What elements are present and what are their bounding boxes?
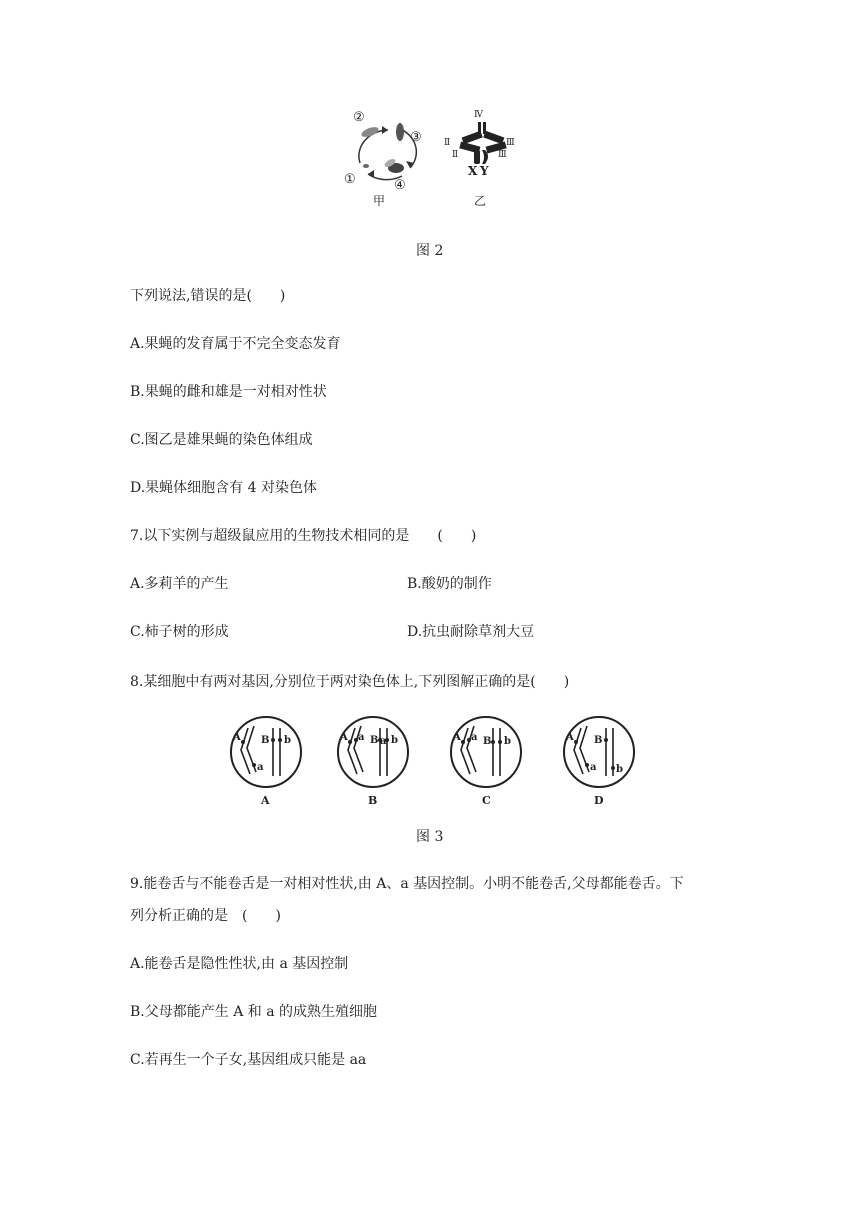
cell-a-label: A [261,794,270,807]
cycle-mark-2: ② [353,110,365,125]
chromosome-label-iii-inner: Ⅲ [498,150,507,160]
cell-diagram-c [448,714,524,810]
cycle-mark-3: ③ [410,130,422,145]
cell-d-gene-1: A [566,732,574,743]
q6-stem: 下列说法,错误的是( ) [130,288,286,304]
cell-c-gene-3: B [483,736,492,747]
chromosome-label-ii-inner: Ⅱ [452,150,459,160]
cycle-mark-1: ① [344,172,356,187]
q6-option-d: D.果蝇体细胞含有 4 对染色体 [130,480,317,496]
q6-option-c: C.图乙是雄果蝇的染色体组成 [130,432,313,448]
cell-diagram-a [228,714,304,810]
cell-a-gene-3: B [261,735,270,746]
cell-a-gene-1: A [233,732,241,743]
q8-stem: 8.某细胞中有两对基因,分别位于两对染色体上,下列图解正确的是( ) [130,674,570,690]
q7-option-c: C.柿子树的形成 [130,624,229,640]
figure-2-caption: 图 2 [416,243,444,259]
cell-c-gene-4: b [504,736,511,747]
figure-3-caption: 图 3 [416,829,444,845]
chromosome-label-iii-right: Ⅲ [506,138,515,148]
cell-diagram-d [561,714,637,810]
cell-d-graphic [561,714,637,790]
chromosome-label-y: Y [480,164,489,178]
q7-option-d: D.抗虫耐除草剂大豆 [407,624,535,640]
q9-option-b: B.父母都能产生 A 和 a 的成熟生殖细胞 [130,1004,377,1020]
q7-option-a: A.多莉羊的产生 [130,576,229,592]
q9-option-c: C.若再生一个子女,基因组成只能是 aa [130,1052,367,1068]
cell-b-gene-3: B [370,735,379,746]
cell-c-graphic [448,714,524,790]
cell-c-gene-1: A [453,732,461,743]
cell-c-gene-2: a [471,732,478,743]
q6-option-a: A.果蝇的发育属于不完全变态发育 [130,336,341,352]
cell-a-graphic [228,714,304,790]
figure-2-label-jia: 甲 [373,194,386,208]
cell-diagram-b [335,714,411,810]
cell-b-gene-1: A [340,732,348,743]
figure-2-label-yi: 乙 [474,194,487,208]
figure-2 [340,108,530,208]
cell-d-gene-3: B [594,735,603,746]
cell-d-gene-4: b [616,764,623,775]
q9-stem-line-1: 9.能卷舌与不能卷舌是一对相对性状,由 A、a 基因控制。小明不能卷舌,父母都能卷舌。下 [130,876,684,892]
cell-b-graphic [335,714,411,790]
q7-stem: 7.以下实例与超级鼠应用的生物技术相同的是 ( ) [130,528,477,544]
cell-b-gene-2: a [358,732,365,743]
chromosome-label-ii-left: Ⅱ [444,138,451,148]
chromosome-label-x: X [468,164,478,178]
cell-a-gene-2: a [257,762,264,773]
cell-a-gene-4: b [284,735,291,746]
q6-option-b: B.果蝇的雌和雄是一对相对性状 [130,384,327,400]
q7-option-b: B.酸奶的制作 [407,576,492,592]
cell-c-label: C [482,794,491,807]
q9-option-a: A.能卷舌是隐性性状,由 a 基因控制 [130,956,349,972]
cell-b-label: B [368,794,378,807]
cell-d-gene-2: a [590,762,597,773]
chromosome-label-iv: Ⅳ [474,110,483,120]
cycle-mark-4: ④ [394,178,406,193]
cell-b-gene-4: a [380,736,387,747]
cell-b-gene-5: b [391,735,398,746]
q9-stem-line-2: 列分析正确的是 ( ) [130,908,281,924]
cell-d-label: D [594,794,604,807]
